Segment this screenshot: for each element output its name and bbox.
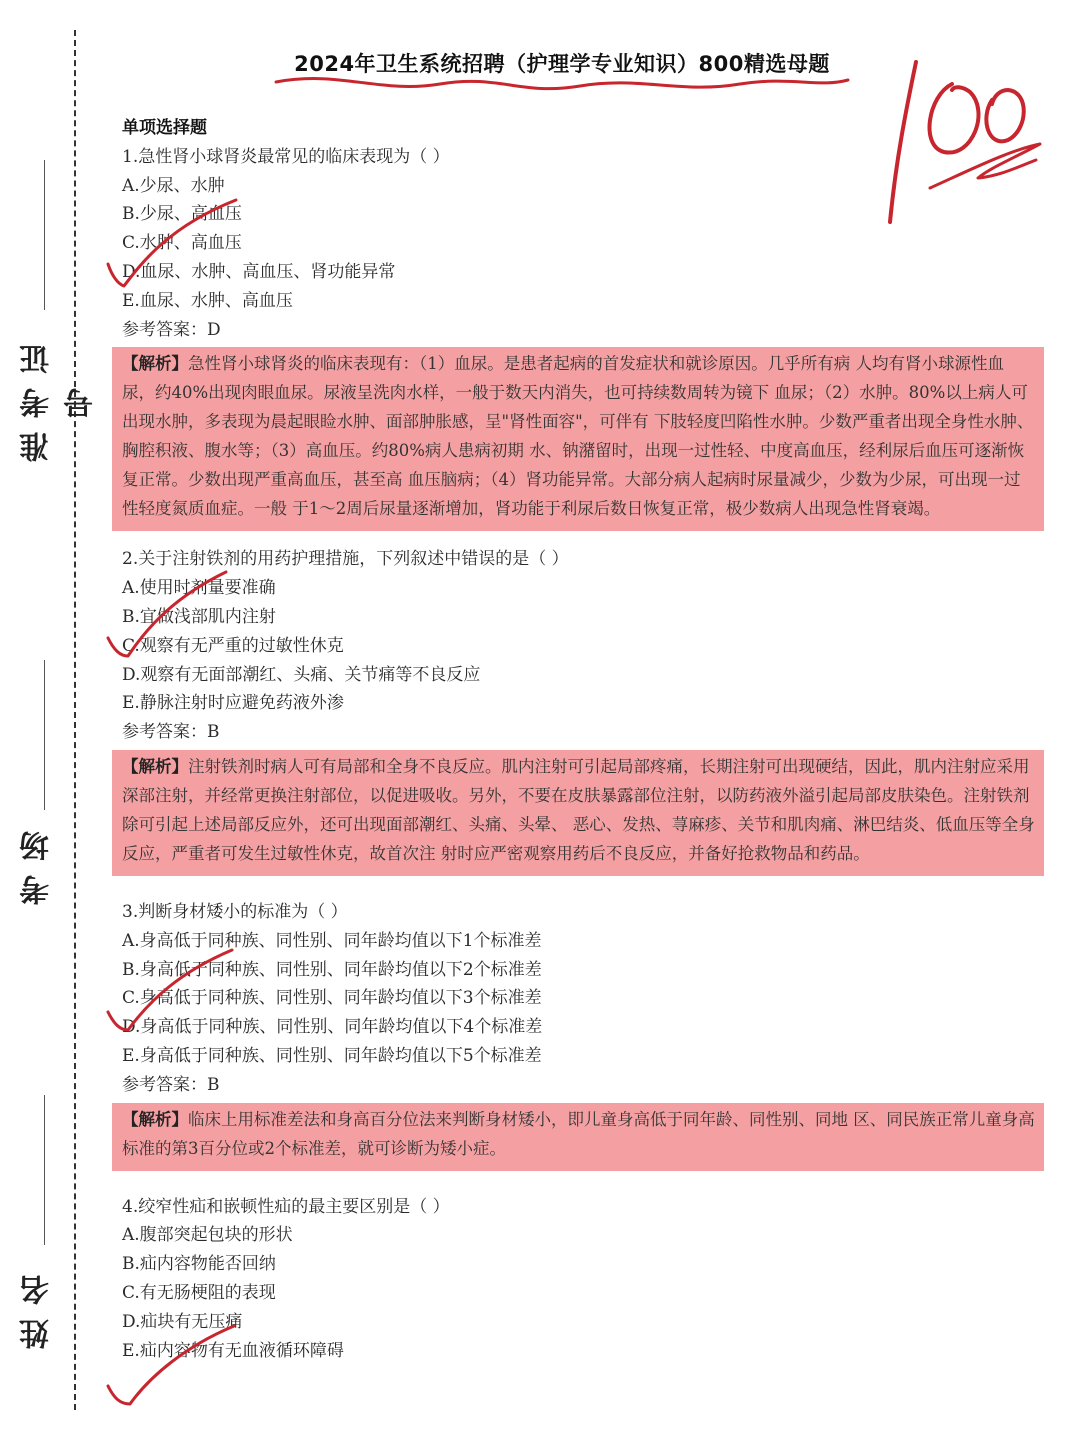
exam-room-rule	[44, 660, 45, 810]
answer-value: D	[207, 319, 221, 340]
question-4	[122, 1193, 1042, 1366]
answer-prefix: 参考答案：	[122, 1074, 207, 1095]
option-e: E.疝内容物有无血液循环障碍	[122, 1340, 344, 1361]
option-a: A.少尿、水肿	[122, 175, 225, 196]
question-1	[122, 143, 1042, 532]
exam-id-rule	[44, 160, 45, 310]
question-stem: 2.关于注射铁剂的用药护理措施，下列叙述中错误的是（ ）	[122, 549, 569, 570]
option-d: D.疝块有无压痛	[122, 1311, 243, 1332]
option-a: A.腹部突起包块的形状	[122, 1225, 293, 1246]
name-rule	[44, 1095, 45, 1245]
exam-id-label: 准考证号	[20, 330, 99, 462]
reference-answer	[122, 316, 1042, 345]
analysis-block	[112, 750, 1044, 876]
option-c: C.观察有无严重的过敏性休克	[122, 635, 344, 656]
question-stem: 3.判断身材矮小的标准为（ ）	[122, 901, 348, 922]
reference-answer	[122, 1071, 1042, 1100]
analysis-block	[112, 1103, 1044, 1171]
analysis-tag: 【解析】	[122, 354, 188, 374]
answer-value: B	[207, 722, 220, 743]
analysis-tag: 【解析】	[122, 1109, 188, 1129]
section-heading: 单项选择题	[122, 118, 207, 138]
analysis-text: 急性肾小球肾炎的临床表现有：（1）血尿。是患者起病的首发症状和就诊原因。几乎所有病 人均有肾小球源性血尿，约40%出现肉眼血尿。尿液呈洗肉水样，一般于数天内消失，也可持续数周转为镜下 血尿；（2）水肿。80%以上病人可出现水肿，多表现为晨起眼睑水肿、面部肿胀感，呈"肾性面容"，可伴有 下肢轻度凹陷性水肿。少数严重者出现全身性水肿、胸腔积液、腹水等；（3）高血压。约80%病人患病初期 水、钠潴留时，出现一过性轻、中度高血压，经利尿后血压可逐渐恢复正常。少数出现严重高血压，甚至高 血压脑病；（4）肾功能异常。大部分病人起病时尿量减少，少数为少尿，可出现一过性轻度氮质血症。一般 于1～2周后尿量逐渐增加，肾功能于利尿后数日恢复正常，极少数病人出现急性肾衰竭。	[122, 354, 1034, 519]
exam-room-label: 考场	[20, 817, 55, 905]
analysis-text: 注射铁剂时病人可有局部和全身不良反应。肌内注射可引起局部疼痛，长期注射可出现硬结，因此，肌内注射应采用深部注射，并经常更换注射部位，以促进吸收。另外，不要在皮肤暴露部位注射，以防药液外溢引起局部皮肤染色。注射铁剂除可引起上述局部反应外，还可出现面部潮红、头痛、头晕、 恶心、发热、荨麻疹、关节和肌肉痛、淋巴结炎、低血压等全身反应，严重者可发生过敏性休克，故首次注 射时应严密观察用药后不良反应，并备好抢救物品和药品。	[122, 756, 1035, 863]
answer-value: B	[207, 1074, 220, 1095]
option-d: D.身高低于同种族、同性别、同年龄均值以下4个标准差	[122, 1017, 543, 1038]
binding-dash-line	[74, 30, 76, 1410]
option-e: E.静脉注射时应避免药液外渗	[122, 693, 344, 714]
name-label: 姓名	[20, 1261, 55, 1349]
option-b: B.身高低于同种族、同性别、同年龄均值以下2个标准差	[122, 959, 542, 980]
question-3	[122, 898, 1042, 1171]
question-stem: 4.绞窄性疝和嵌顿性疝的最主要区别是（ ）	[122, 1196, 450, 1217]
page-title: 2024年卫生系统招聘（护理学专业知识）800精选母题	[294, 52, 830, 76]
question-stem: 1.急性肾小球肾炎最常见的临床表现为（ ）	[122, 146, 450, 167]
option-c: C.身高低于同种族、同性别、同年龄均值以下3个标准差	[122, 988, 542, 1009]
option-a: A.使用时剂量要准确	[122, 578, 276, 599]
reference-answer	[122, 718, 1042, 747]
option-e: E.身高低于同种族、同性别、同年龄均值以下5个标准差	[122, 1045, 542, 1066]
answer-prefix: 参考答案：	[122, 319, 207, 340]
option-c: C.水肿、高血压	[122, 233, 242, 254]
analysis-text: 临床上用标准差法和身高百分位法来判断身材矮小，即儿童身高低于同年龄、同性别、同地 区、同民族正常儿童身高标准的第3百分位或2个标准差，就可诊断为矮小症。	[122, 1109, 1035, 1158]
option-b: B.疝内容物能否回纳	[122, 1254, 276, 1275]
analysis-block	[112, 347, 1044, 531]
option-b: B.宜做浅部肌内注射	[122, 606, 276, 627]
answer-prefix: 参考答案：	[122, 722, 207, 743]
title-underline-wave	[276, 79, 848, 89]
analysis-tag: 【解析】	[122, 756, 188, 776]
option-c: C.有无肠梗阻的表现	[122, 1282, 276, 1303]
question-2	[122, 545, 1042, 876]
question-list	[122, 114, 1042, 1365]
option-e: E.血尿、水肿、高血压	[122, 290, 293, 311]
option-a: A.身高低于同种族、同性别、同年龄均值以下1个标准差	[122, 930, 542, 951]
option-d: D.血尿、水肿、高血压、肾功能异常	[122, 261, 396, 282]
option-b: B.少尿、高血压	[122, 204, 242, 225]
option-d: D.观察有无面部潮红、头痛、关节痛等不良反应	[122, 664, 481, 685]
